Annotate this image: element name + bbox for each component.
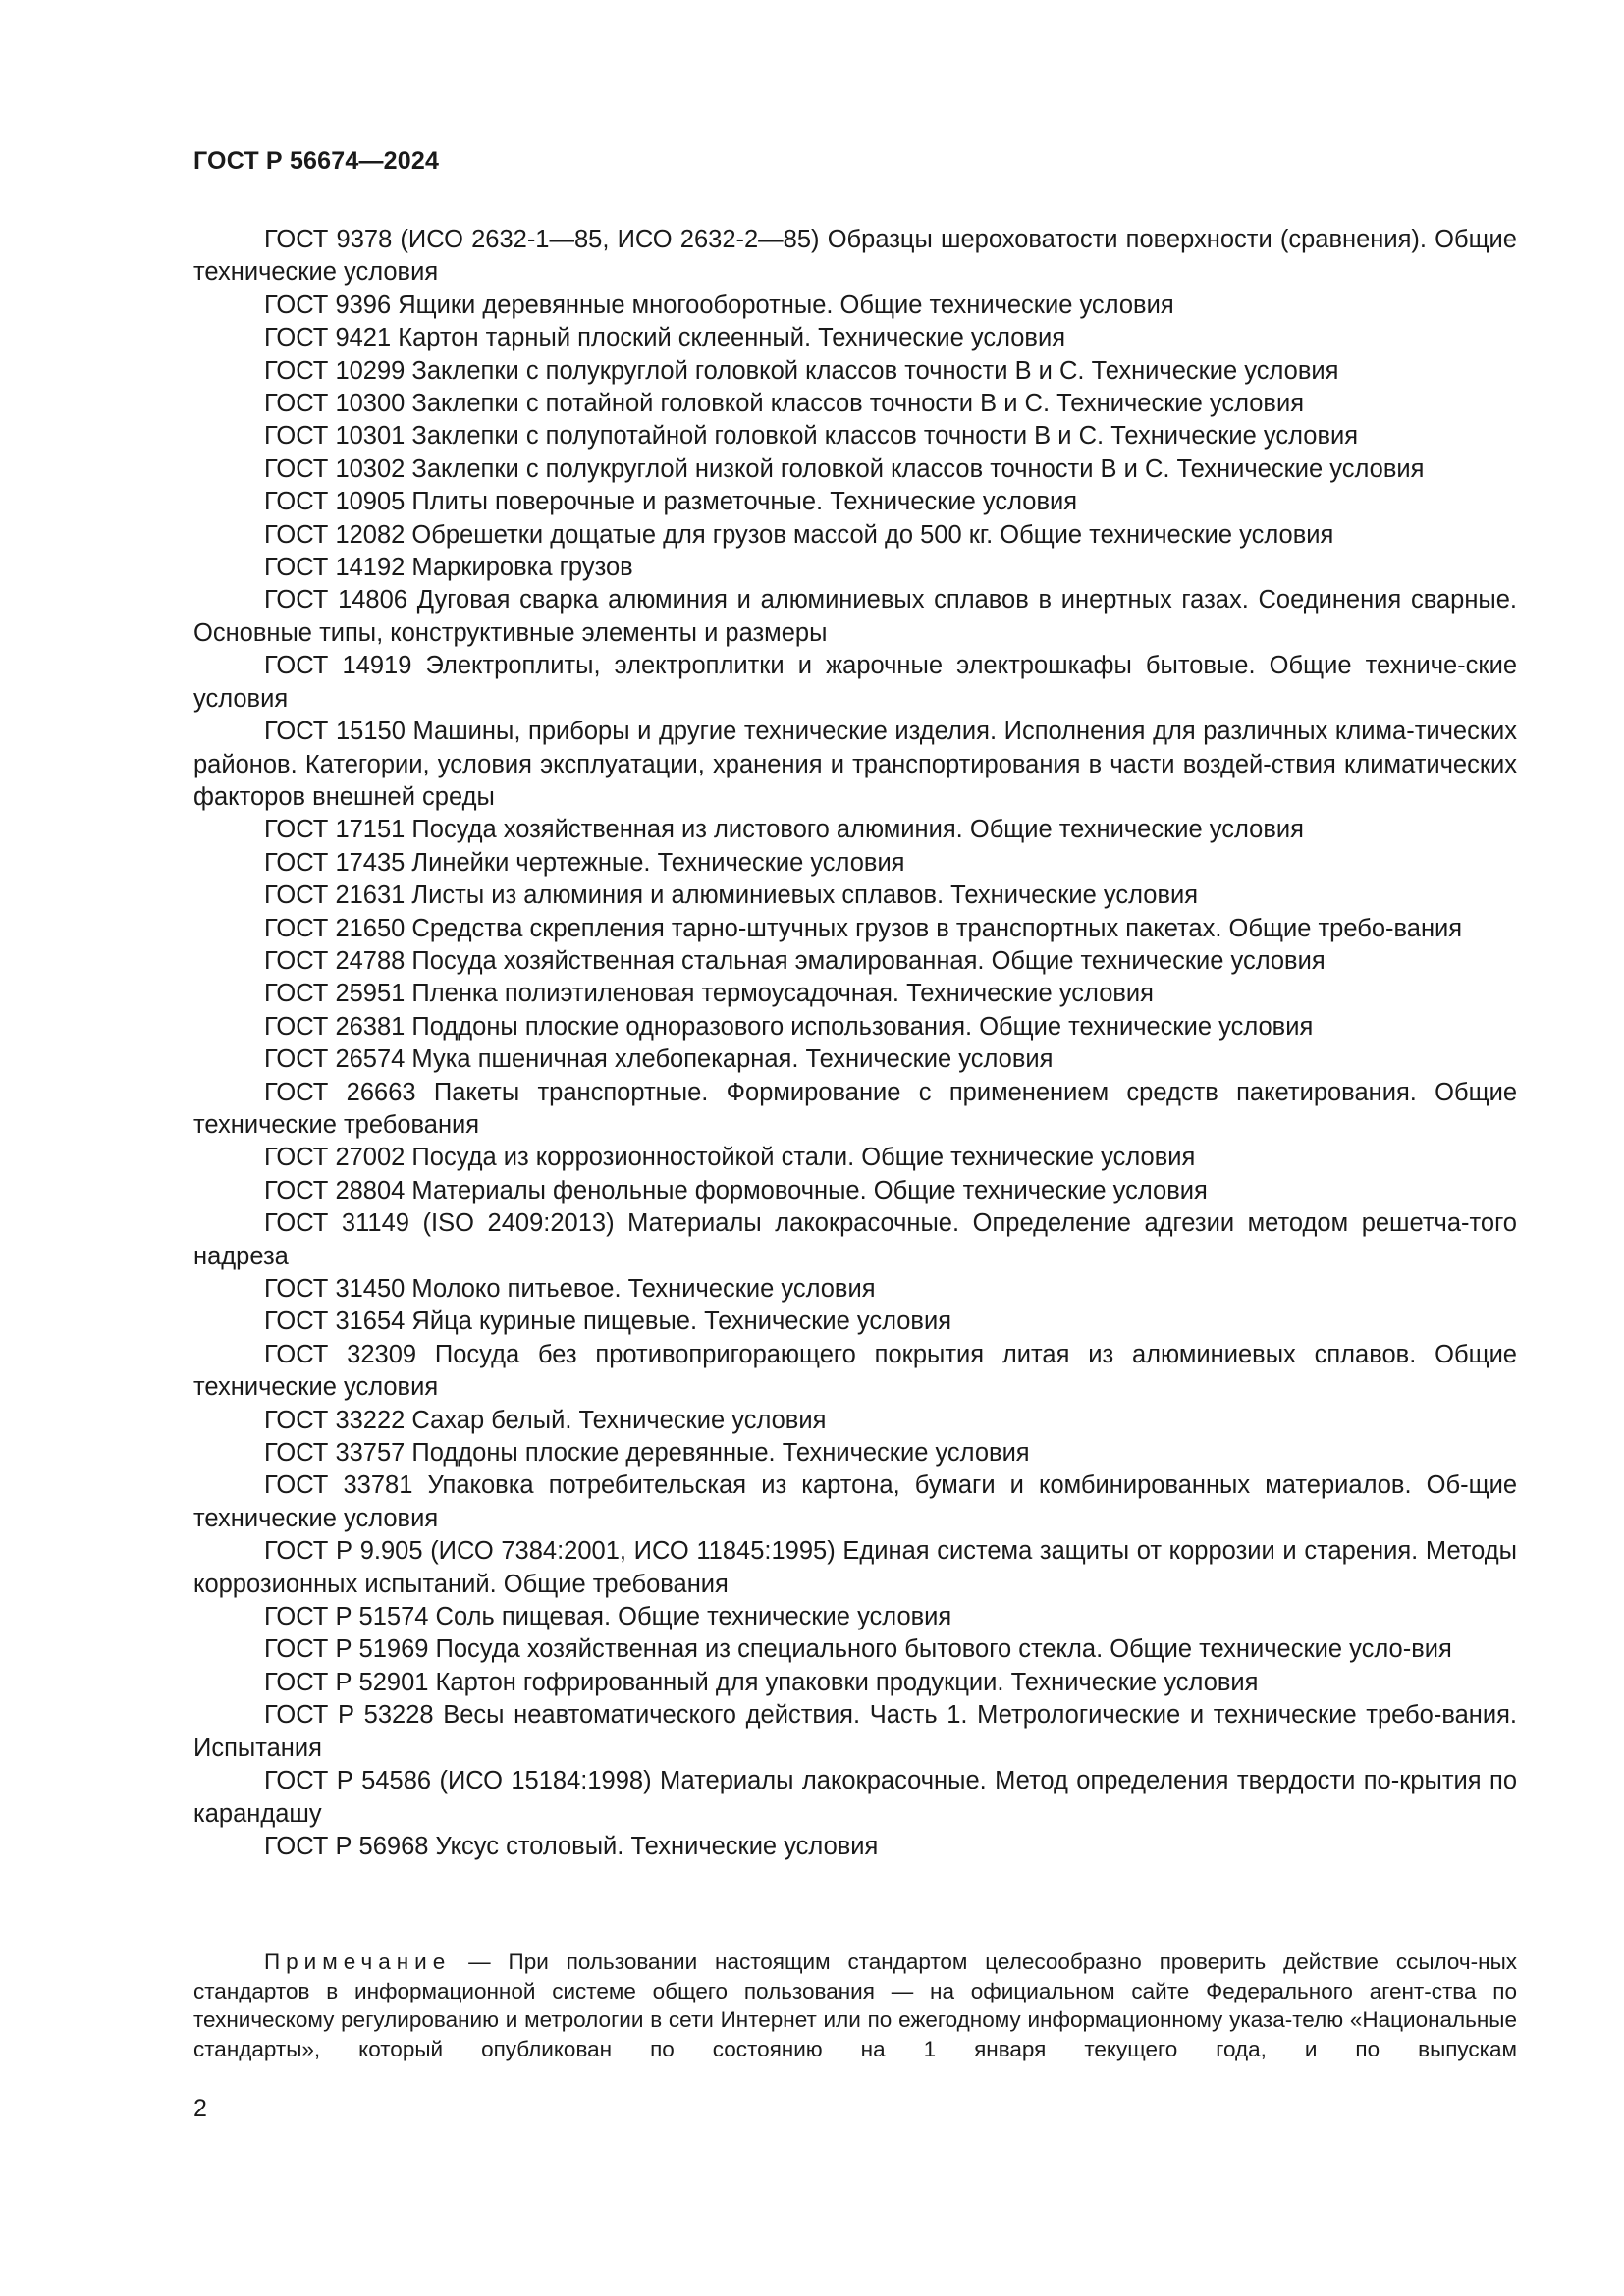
- reference-item: ГОСТ 24788 Посуда хозяйственная стальная эмалированная. Общие технические условия: [264, 946, 1326, 975]
- reference-item: ГОСТ 10302 Заклепки с полукруглой низкой головкой классов точности В и С. Технические условия: [264, 454, 1425, 483]
- reference-item: ГОСТ 31654 Яйца куриные пищевые. Технические условия: [264, 1308, 952, 1336]
- reference-item: ГОСТ 27002 Посуда из коррозионностойкой стали. Общие технические условия: [264, 1144, 1196, 1172]
- reference-item: ГОСТ 33781 Упаковка потребительская из картона, бумаги и комбинированных материалов. Об-щие технические условия: [193, 1471, 1517, 1532]
- reference-item: ГОСТ 21631 Листы из алюминия и алюминиевых сплавов. Технические условия: [264, 881, 1199, 910]
- reference-item: ГОСТ 26663 Пакеты транспортные. Формирование с применением средств пакетирования. Общие технические требования: [193, 1078, 1517, 1139]
- reference-item: ГОСТ 14806 Дуговая сварка алюминия и алюминиевых сплавов в инертных газах. Соединения сварные. Основные типы, конструктивные элементы и размеры: [193, 586, 1517, 647]
- reference-item: ГОСТ 15150 Машины, приборы и другие технические изделия. Исполнения для различных клима-тических районов. Категории, условия эксплуатации, хранения и транспортирования в части воздей-ствия климатических факторов внешней среды: [193, 718, 1517, 811]
- reference-item: ГОСТ 10300 Заклепки с потайной головкой классов точности В и С. Технические условия: [264, 390, 1305, 418]
- document-header: ГОСТ Р 56674—2024: [193, 147, 440, 175]
- note-label: Примечание: [264, 1949, 452, 1974]
- reference-item: ГОСТ 10301 Заклепки с полупотайной головкой классов точности В и С. Технические условия: [264, 422, 1359, 451]
- reference-item: ГОСТ Р 52901 Картон гофрированный для упаковки продукции. Технические условия: [264, 1668, 1259, 1696]
- note-text: — При пользовании настоящим стандартом целесообразно проверить действие ссылоч-ных стандартов в информационной системе общего пользования — на официальном сайте Федерального агент-ства по техническому регулированию и метрологии в сети Интернет или по ежегодному информационному указа-телю «Национальные стандарты», который опубликован по состоянию на 1 января текущего года, и по выпускам: [193, 1949, 1517, 2061]
- page-number: 2: [193, 2095, 207, 2122]
- reference-item: ГОСТ 10299 Заклепки с полукруглой головкой классов точности В и С. Технические условия: [264, 356, 1339, 385]
- reference-item: ГОСТ Р 56968 Уксус столовый. Технические условия: [264, 1832, 879, 1860]
- reference-item: ГОСТ Р 54586 (ИСО 15184:1998) Материалы лакокрасочные. Метод определения твердости по-крытия по карандашу: [193, 1767, 1517, 1828]
- reference-item: ГОСТ 21650 Средства скрепления тарно-штучных грузов в транспортных пакетах. Общие требо-вания: [264, 914, 1463, 942]
- reference-item: ГОСТ 12082 Обрешетки дощатые для грузов массой до 500 кг. Общие технические условия: [264, 520, 1334, 549]
- reference-item: ГОСТ 10905 Плиты поверочные и разметочные. Технические условия: [264, 488, 1078, 516]
- reference-item: ГОСТ 28804 Материалы фенольные формовочные. Общие технические условия: [264, 1176, 1208, 1204]
- reference-item: ГОСТ Р 51574 Соль пищевая. Общие технические условия: [264, 1603, 952, 1631]
- normative-references-list: [193, 224, 1517, 1863]
- reference-item: ГОСТ 17151 Посуда хозяйственная из листового алюминия. Общие технические условия: [264, 816, 1304, 844]
- reference-item: ГОСТ 14192 Маркировка грузов: [264, 554, 633, 582]
- note-paragraph: [193, 1948, 1517, 2063]
- reference-item: ГОСТ 33222 Сахар белый. Технические условия: [264, 1406, 827, 1434]
- reference-item: ГОСТ 26574 Мука пшеничная хлебопекарная. Технические условия: [264, 1045, 1054, 1074]
- reference-item: ГОСТ 9396 Ящики деревянные многооборотные. Общие технические условия: [264, 291, 1174, 319]
- reference-item: ГОСТ 32309 Посуда без противопригорающего покрытия литая из алюминиевых сплавов. Общие технические условия: [193, 1340, 1517, 1402]
- reference-item: ГОСТ 31450 Молоко питьевое. Технические условия: [264, 1275, 876, 1303]
- reference-item: ГОСТ 26381 Поддоны плоские одноразового использования. Общие технические условия: [264, 1012, 1314, 1041]
- reference-item: ГОСТ 14919 Электроплиты, электроплитки и жарочные электрошкафы бытовые. Общие техниче-ские условия: [193, 652, 1517, 713]
- reference-item: ГОСТ 9378 (ИСО 2632-1—85, ИСО 2632-2—85) Образцы шероховатости поверхности (сравнения). Общие технические условия: [193, 226, 1517, 287]
- reference-item: ГОСТ 25951 Пленка полиэтиленовая термоусадочная. Технические условия: [264, 980, 1154, 1008]
- reference-item: ГОСТ 9421 Картон тарный плоский склеенный. Технические условия: [264, 324, 1066, 352]
- reference-item: ГОСТ Р 9.905 (ИСО 7384:2001, ИСО 11845:1995) Единая система защиты от коррозии и старения. Методы коррозионных испытаний. Общие требования: [193, 1537, 1517, 1598]
- reference-item: ГОСТ 17435 Линейки чертежные. Технические условия: [264, 848, 905, 877]
- reference-item: ГОСТ Р 51969 Посуда хозяйственная из специального бытового стекла. Общие технические усло-вия: [264, 1635, 1452, 1664]
- reference-item: ГОСТ 33757 Поддоны плоские деревянные. Технические условия: [264, 1439, 1030, 1468]
- reference-item: ГОСТ Р 53228 Весы неавтоматического действия. Часть 1. Метрологические и технические требо-вания. Испытания: [193, 1701, 1517, 1762]
- reference-item: ГОСТ 31149 (ISO 2409:2013) Материалы лакокрасочные. Определение адгезии методом решетча-того надреза: [193, 1209, 1517, 1270]
